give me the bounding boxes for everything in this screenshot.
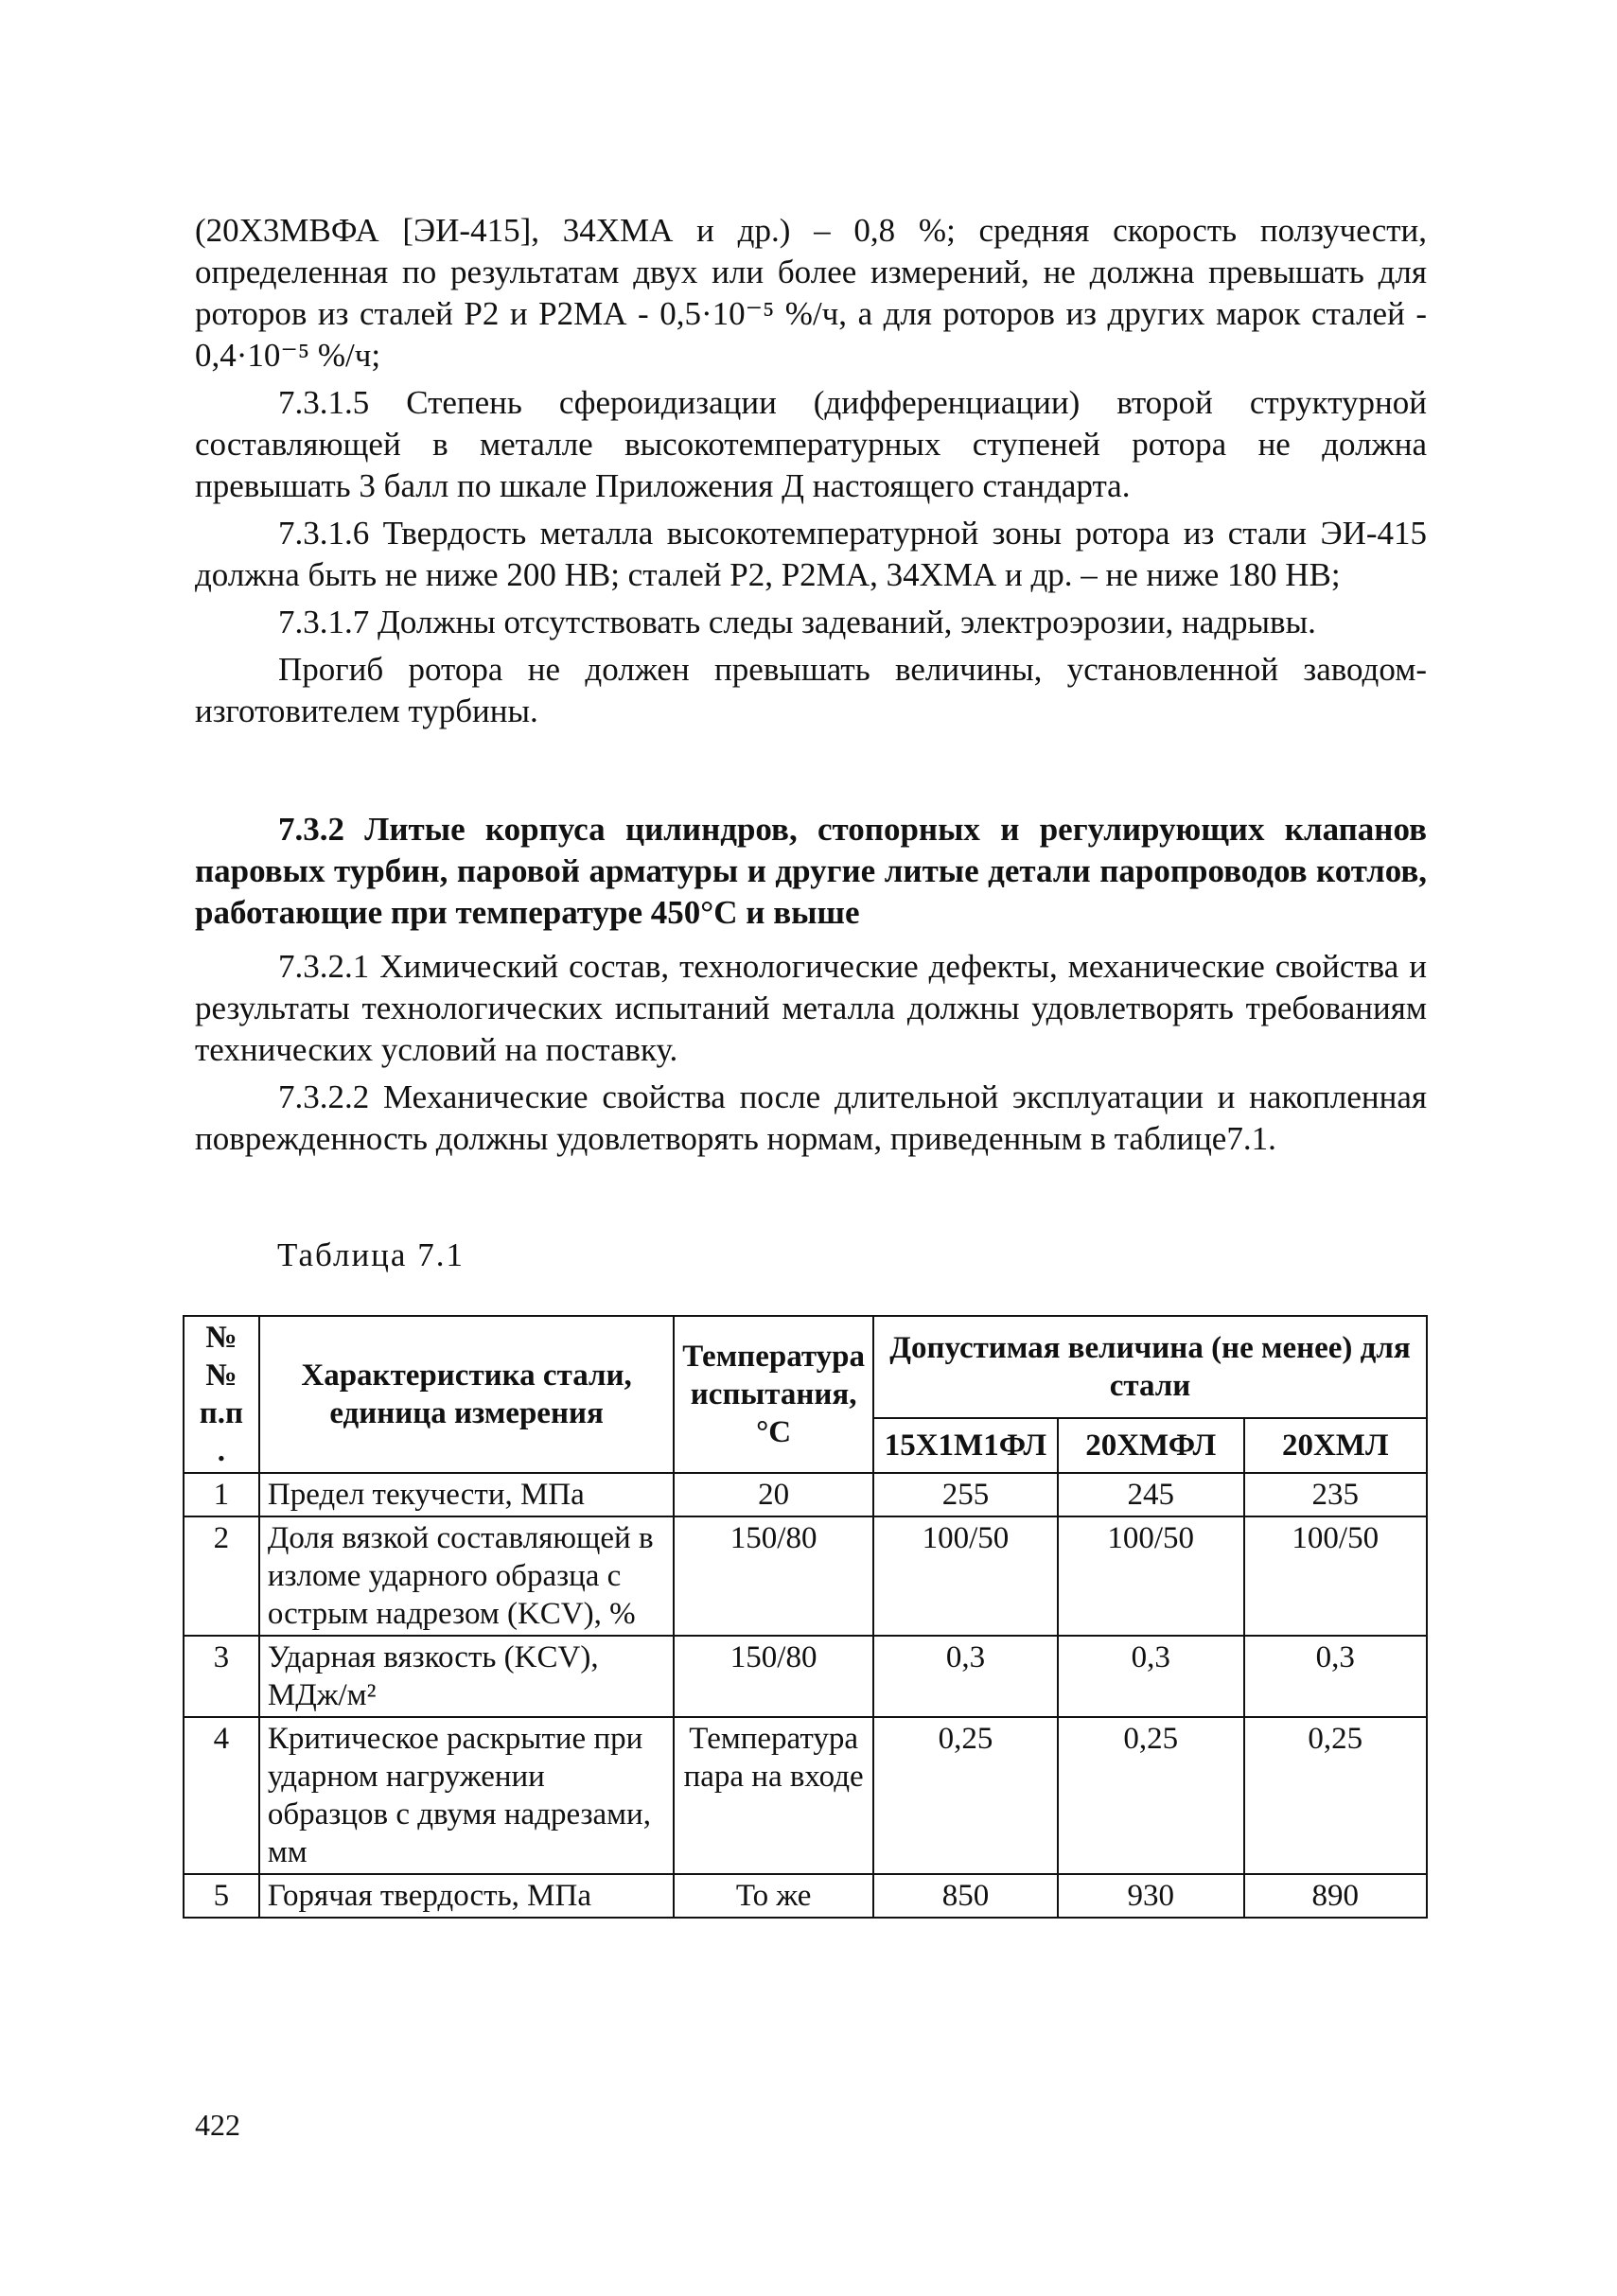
cell-value-steel3: 0,25 xyxy=(1244,1717,1427,1874)
header-allowed-value: Допустимая величина (не менее) для стали xyxy=(873,1316,1427,1418)
cell-value-steel2: 0,25 xyxy=(1058,1717,1244,1874)
cell-num: 2 xyxy=(184,1516,259,1636)
header-steel-15h1m1fl: 15Х1М1ФЛ xyxy=(873,1418,1058,1473)
cell-characteristic: Предел текучести, МПа xyxy=(259,1473,674,1516)
cell-temperature: 150/80 xyxy=(674,1636,873,1717)
table-row xyxy=(184,1473,1427,1516)
cell-temperature: То же xyxy=(674,1874,873,1918)
cell-temperature: 20 xyxy=(674,1473,873,1516)
paragraph: (20Х3МВФА [ЭИ-415], 34ХМА и др.) – 0,8 %; средняя скорость ползучести, определенная по результатам двух или более измерений, не должна превышать для роторов из сталей Р2 и Р2МА - 0,5·10⁻⁵ %/ч, а для роторов из других марок сталей - 0,4·10⁻⁵ %/ч; xyxy=(195,212,1427,374)
cell-characteristic: Критическое раскрытие при ударном нагружении образцов с двумя надрезами, мм xyxy=(259,1717,674,1874)
cell-value-steel3: 235 xyxy=(1244,1473,1427,1516)
header-temperature: Температура испытания, °С xyxy=(674,1316,873,1473)
cell-temperature: 150/80 xyxy=(674,1516,873,1636)
paragraph: 7.3.1.7 Должны отсутствовать следы задеваний, электроэрозии, надрывы. xyxy=(278,604,1316,640)
cell-value-steel1: 0,3 xyxy=(873,1636,1058,1717)
cell-num: 1 xyxy=(184,1473,259,1516)
page-number: 422 xyxy=(195,2108,240,2142)
table-row xyxy=(184,1874,1427,1918)
cell-value-steel1: 850 xyxy=(873,1874,1058,1918)
header-characteristic: Характеристика стали, единица измерения xyxy=(259,1316,674,1473)
header-num: № № п.п . xyxy=(184,1316,259,1473)
cell-value-steel2: 245 xyxy=(1058,1473,1244,1516)
cell-value-steel1: 255 xyxy=(873,1473,1058,1516)
cell-temperature: Температура пара на входе xyxy=(674,1717,873,1874)
text-block-section xyxy=(195,946,1427,1160)
text-block-top xyxy=(195,210,1427,732)
paragraph: 7.3.1.5 Степень сфероидизации (дифференциации) второй структурной составляющей в металле высокотемпературных ступеней ротора не должна превышать 3 балл по шкале Приложения Д настоящего стандарта. xyxy=(195,384,1427,504)
cell-characteristic: Доля вязкой составляющей в изломе ударного образца с острым надрезом (KCV), % xyxy=(259,1516,674,1636)
table-row xyxy=(184,1717,1427,1874)
cell-characteristic: Горячая твердость, МПа xyxy=(259,1874,674,1918)
paragraph: 7.3.2.2 Механические свойства после длительной эксплуатации и накопленная поврежденность должны удовлетворять нормам, приведенным в таблице7.1. xyxy=(195,1078,1427,1157)
cell-value-steel3: 890 xyxy=(1244,1874,1427,1918)
section-heading xyxy=(195,809,1427,934)
cell-num: 5 xyxy=(184,1874,259,1918)
table-row xyxy=(184,1516,1427,1636)
header-steel-20hml: 20ХМЛ xyxy=(1244,1418,1427,1473)
cell-value-steel2: 100/50 xyxy=(1058,1516,1244,1636)
section-heading-text: 7.3.2 Литые корпуса цилиндров, стопорных и регулирующих клапанов паровых турбин, паровой арматуры и другие литые детали паропроводов котлов, работающие при температуре 450°С и выше xyxy=(195,811,1427,931)
paragraph: Прогиб ротора не должен превышать величины, установленной заводом-изготовителем турбины. xyxy=(195,651,1427,729)
cell-value-steel3: 100/50 xyxy=(1244,1516,1427,1636)
header-steel-20hmfl: 20ХМФЛ xyxy=(1058,1418,1244,1473)
paragraph: 7.3.1.6 Твердость металла высокотемпературной зоны ротора из стали ЭИ-415 должна быть не ниже 200 НВ; сталей Р2, Р2МА, 34ХМА и др. – не ниже 180 НВ; xyxy=(195,515,1427,593)
cell-value-steel2: 0,3 xyxy=(1058,1636,1244,1717)
cell-value-steel1: 100/50 xyxy=(873,1516,1058,1636)
table-header-row xyxy=(184,1316,1427,1418)
steel-properties-table xyxy=(183,1315,1428,1919)
cell-num: 4 xyxy=(184,1717,259,1874)
table-row xyxy=(184,1636,1427,1717)
table-caption: Таблица 7.1 xyxy=(277,1236,465,1273)
cell-value-steel1: 0,25 xyxy=(873,1717,1058,1874)
cell-characteristic: Ударная вязкость (KCV), МДж/м² xyxy=(259,1636,674,1717)
cell-value-steel2: 930 xyxy=(1058,1874,1244,1918)
paragraph: 7.3.2.1 Химический состав, технологические дефекты, механические свойства и результаты технологических испытаний металла должны удовлетворять требованиям технических условий на поставку. xyxy=(195,948,1427,1068)
cell-num: 3 xyxy=(184,1636,259,1717)
cell-value-steel3: 0,3 xyxy=(1244,1636,1427,1717)
